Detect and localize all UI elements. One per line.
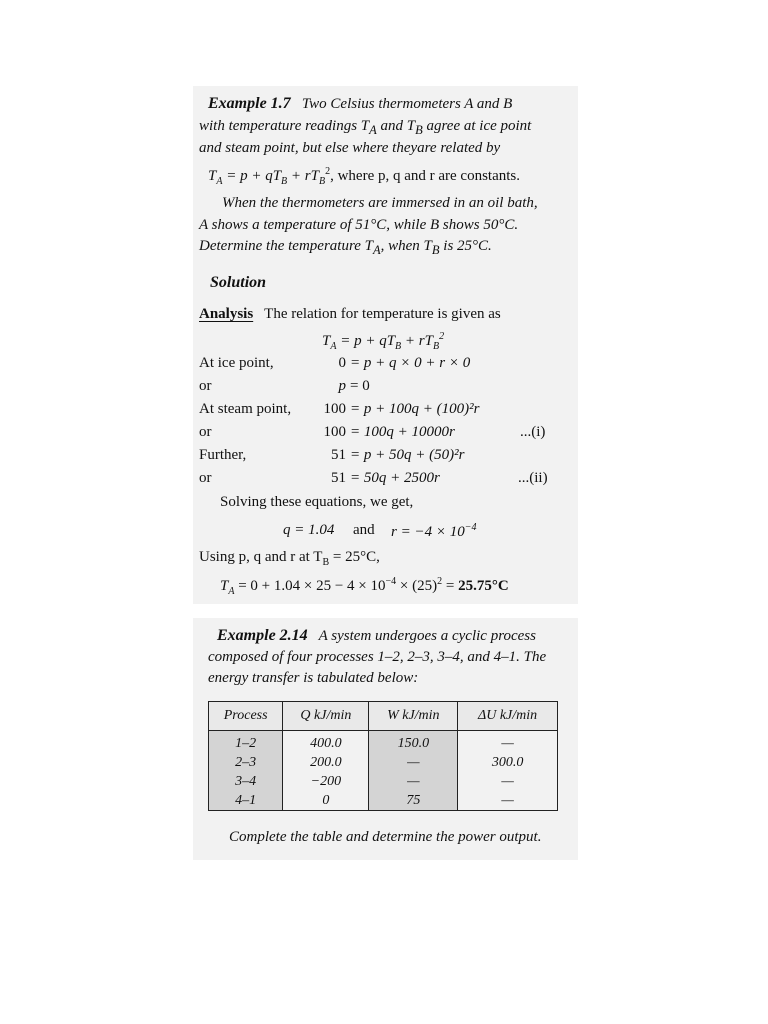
table-cell: 300.0 xyxy=(458,753,558,772)
example-text: A system undergoes a cyclic process xyxy=(318,628,536,644)
subscript: A xyxy=(228,586,235,597)
example-2-14-line-1 xyxy=(217,627,536,645)
text-run: Using p, q and r at T xyxy=(199,549,323,565)
superscript: −4 xyxy=(464,522,477,533)
solution-heading: Solution xyxy=(210,274,267,291)
example-1-7-line-3: and steam point, but else where theyare related by xyxy=(199,140,501,156)
superscript: 2 xyxy=(437,576,443,587)
math-run: = xyxy=(442,578,459,594)
step-label: At steam point, xyxy=(199,401,292,417)
table-cell: 1–2 xyxy=(209,731,283,754)
table-cell: — xyxy=(458,731,558,754)
and-word: and xyxy=(353,522,375,538)
column-header: Process xyxy=(209,702,283,731)
subscript: B xyxy=(395,341,402,352)
step-lhs: 0 xyxy=(338,355,346,371)
equation-tag: ...(i) xyxy=(520,424,546,440)
table-row xyxy=(209,772,558,791)
step-label: Further, xyxy=(199,447,247,463)
q-result: q = 1.04 xyxy=(283,522,335,538)
example-1-7-para-line-2: A shows a temperature of 51°C, while B shows 50°C. xyxy=(199,217,519,233)
example-1-7-line-2 xyxy=(199,118,531,138)
table-cell: 2–3 xyxy=(209,753,283,772)
subscript: B xyxy=(431,243,440,257)
subscript: A xyxy=(330,341,337,352)
text-run: , when T xyxy=(380,238,432,254)
step-rhs: = 0 xyxy=(350,378,370,394)
table-cell: 400.0 xyxy=(283,731,369,754)
math-run: = 0 + 1.04 × 25 − 4 × 10 xyxy=(234,578,386,594)
subscript: A xyxy=(216,176,223,187)
superscript: 2 xyxy=(439,331,445,342)
text-run: = 25°C, xyxy=(329,549,380,565)
analysis-text: The relation for temperature is given as xyxy=(264,306,501,322)
example-2-14-line-3: energy transfer is tabulated below: xyxy=(208,670,419,686)
table-cell: 150.0 xyxy=(369,731,458,754)
analysis-line xyxy=(199,306,501,323)
math-run: T xyxy=(322,333,331,349)
table-cell: 75 xyxy=(369,791,458,811)
math-run: , where p, q and r are constants. xyxy=(330,168,521,184)
step-lhs: 51 xyxy=(331,470,346,486)
text-run: agree at ice point xyxy=(422,118,532,134)
math-run: T xyxy=(220,578,229,594)
subscript: B xyxy=(281,176,288,187)
example-text: Two Celsius thermometers A and B xyxy=(301,96,513,112)
math-run: × (25) xyxy=(396,578,438,594)
step-lhs: p xyxy=(338,378,346,394)
example-1-7-line-1 xyxy=(208,95,512,113)
subscript: A xyxy=(369,123,377,137)
subscript: B xyxy=(318,176,326,187)
table-cell: — xyxy=(458,772,558,791)
step-rhs: = 50q + 2500r xyxy=(350,470,440,486)
table-cell: −200 xyxy=(283,772,369,791)
step-label: or xyxy=(199,424,212,440)
superscript: 2 xyxy=(325,166,331,177)
table-cell: 200.0 xyxy=(283,753,369,772)
column-header: Q kJ/min xyxy=(283,702,369,731)
table-row xyxy=(209,731,558,754)
subscript: B xyxy=(415,123,423,137)
relation-equation xyxy=(322,331,444,352)
energy-table xyxy=(208,701,558,811)
r-result xyxy=(391,522,476,541)
subscript: B xyxy=(322,557,330,568)
equation-tag: ...(ii) xyxy=(518,470,548,486)
column-header: W kJ/min xyxy=(369,702,458,731)
final-answer: 25.75°C xyxy=(458,578,509,594)
text-run: and T xyxy=(376,118,416,134)
step-lhs: 100 xyxy=(323,424,346,440)
table-cell: — xyxy=(369,772,458,791)
step-rhs: = 100q + 10000r xyxy=(350,424,455,440)
using-line xyxy=(199,549,380,568)
column-header: ΔU kJ/min xyxy=(458,702,558,731)
example-label: Example 2.14 xyxy=(217,627,308,644)
analysis-label: Analysis xyxy=(199,306,254,322)
solving-text: Solving these equations, we get, xyxy=(220,494,414,510)
step-rhs: = p + q × 0 + r × 0 xyxy=(350,355,471,371)
example-1-7-para-line-1: When the thermometers are immersed in an oil bath, xyxy=(222,195,538,211)
table-cell: 0 xyxy=(283,791,369,811)
subscript: A xyxy=(373,243,381,257)
example-2-14-line-2: composed of four processes 1–2, 2–3, 3–4, and 4–1. The xyxy=(208,649,547,665)
step-rhs: = p + 100q + (100)²r xyxy=(350,401,480,417)
math-run: T xyxy=(208,168,217,184)
step-label: or xyxy=(199,470,212,486)
math-run: = p + qT xyxy=(336,333,396,349)
step-rhs: = p + 50q + (50)²r xyxy=(350,447,465,463)
example-2-14-footer: Complete the table and determine the power output. xyxy=(229,829,542,845)
table-cell: 3–4 xyxy=(209,772,283,791)
text-run: Determine the temperature T xyxy=(199,238,373,254)
step-lhs: 100 xyxy=(323,401,346,417)
math-run: r = −4 × 10 xyxy=(391,524,465,540)
example-label: Example 1.7 xyxy=(208,95,291,112)
math-run: + rT xyxy=(287,168,319,184)
superscript: −4 xyxy=(385,576,397,587)
step-label: or xyxy=(199,378,212,394)
final-equation xyxy=(220,576,509,597)
table-cell: — xyxy=(458,791,558,811)
step-label: At ice point, xyxy=(199,355,274,371)
table-cell: — xyxy=(369,753,458,772)
example-1-7-equation xyxy=(208,166,520,187)
math-run: = p + qT xyxy=(222,168,282,184)
example-1-7-para-line-3 xyxy=(199,238,492,258)
table-row xyxy=(209,753,558,772)
text-run: with temperature readings T xyxy=(199,118,370,134)
math-run: + rT xyxy=(401,333,433,349)
text-run: is 25°C. xyxy=(439,238,492,254)
table-header-row xyxy=(209,702,558,731)
subscript: B xyxy=(432,341,440,352)
table-cell: 4–1 xyxy=(209,791,283,811)
step-lhs: 51 xyxy=(331,447,346,463)
table-row xyxy=(209,791,558,811)
